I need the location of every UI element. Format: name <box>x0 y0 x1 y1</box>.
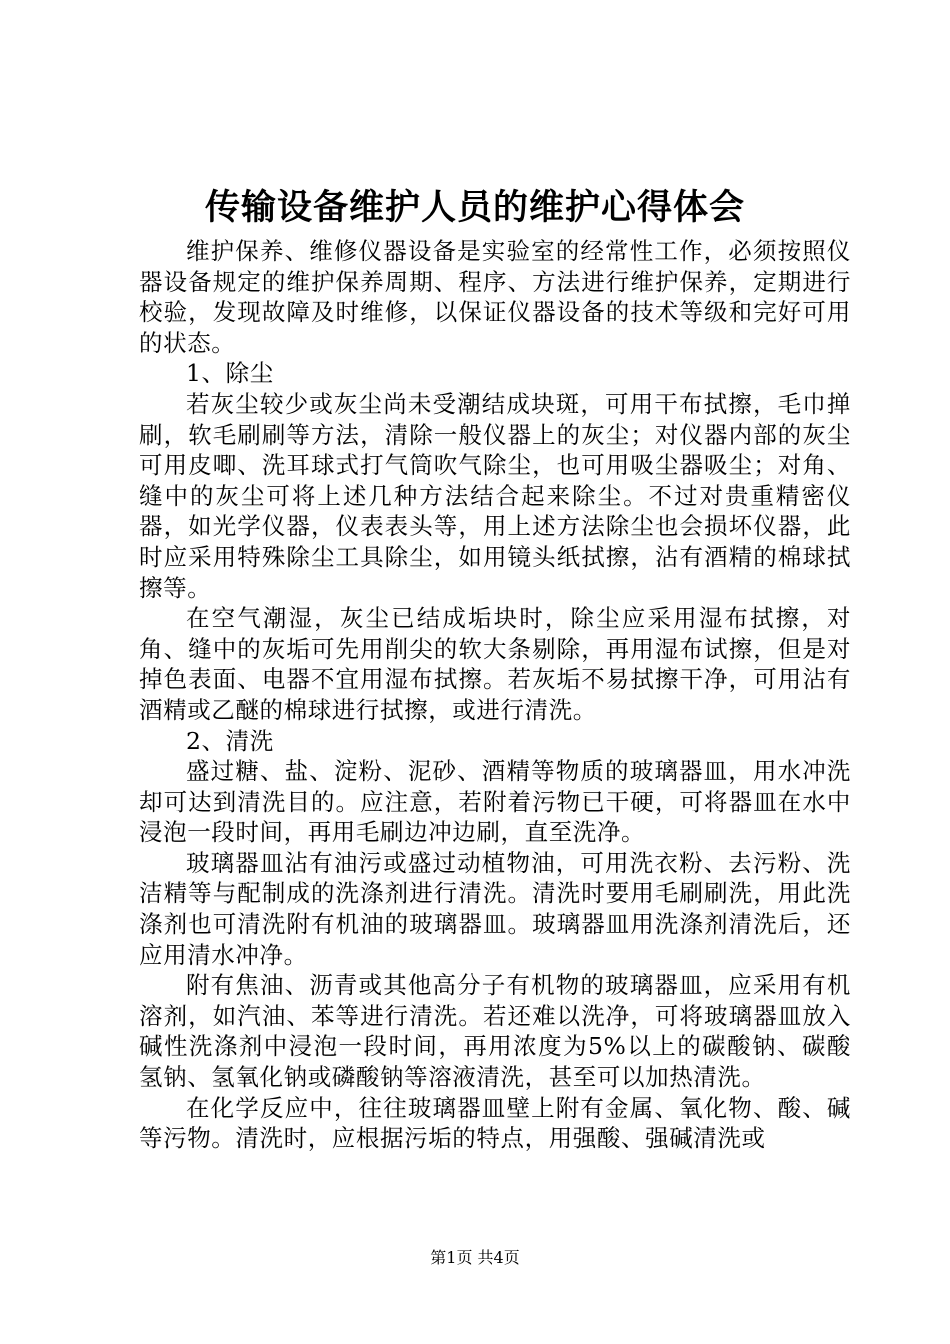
document-body <box>139 236 851 1154</box>
document-title: 传输设备维护人员的维护心得体会 <box>204 188 745 228</box>
paragraph-cleaning-organic: 附有焦油、沥青或其他高分子有机物的玻璃器皿，应采用有机溶剂，如汽油、苯等进行清洗。若还难以洗净，可将玻璃器皿放入碱性洗涤剂中浸泡一段时间，再用浓度为5%以上的碳酸钠、碳酸氢钠、氢氧化钠或磷酸钠等溶液清洗，甚至可以加热清洗。 <box>139 971 851 1092</box>
paragraph-dust-light: 若灰尘较少或灰尘尚未受潮结成块斑，可用干布拭擦，毛巾掸刷，软毛刷刷等方法，清除一般仪器上的灰尘；对仪器内部的灰尘可用皮唧、洗耳球式打气筒吹气除尘，也可用吸尘器吸尘；对角、缝中的灰尘可将上述几种方法结合起来除尘。不过对贵重精密仪器，如光学仪器，仪表表头等，用上述方法除尘也会损坏仪器，此时应采用特殊除尘工具除尘，如用镜头纸拭擦，沾有酒精的棉球拭擦等。 <box>139 389 851 602</box>
paragraph-cleaning-chemical: 在化学反应中，往往玻璃器皿壁上附有金属、氧化物、酸、碱等污物。清洗时，应根据污垢的特点，用强酸、强碱清洗或 <box>139 1093 851 1153</box>
paragraph-cleaning-water: 盛过糖、盐、淀粉、泥砂、酒精等物质的玻璃器皿，用水冲洗却可达到清洗目的。应注意，若附着污物已干硬，可将器皿在水中浸泡一段时间，再用毛刷边冲边刷，直至洗净。 <box>139 757 851 847</box>
page-footer: 第1页 共4页 <box>430 1248 520 1267</box>
paragraph-cleaning-oil: 玻璃器皿沾有油污或盛过动植物油，可用洗衣粉、去污粉、洗洁精等与配制成的洗涤剂进行清洗。清洗时要用毛刷刷洗，用此洗涤剂也可清洗附有机油的玻璃器皿。玻璃器皿用洗涤剂清洗后，还应用清水冲净。 <box>139 848 851 969</box>
paragraph-intro: 维护保养、维修仪器设备是实验室的经常性工作，必须按照仪器设备规定的维护保养周期、程序、方法进行维护保养，定期进行校验，发现故障及时维修，以保证仪器设备的技术等级和完好可用的状态。 <box>139 237 851 357</box>
section-heading-dust-removal: 1、除尘 <box>186 359 274 388</box>
paragraph-dust-humid: 在空气潮湿，灰尘已结成垢块时，除尘应采用湿布拭擦，对角、缝中的灰垢可先用削尖的软大条剔除，再用湿布试擦，但是对掉色表面、电器不宜用湿布拭擦。若灰垢不易拭擦干净，可用沾有酒精或乙醚的棉球进行拭擦，或进行清洗。 <box>139 604 851 724</box>
section-heading-cleaning: 2、清洗 <box>186 726 274 755</box>
